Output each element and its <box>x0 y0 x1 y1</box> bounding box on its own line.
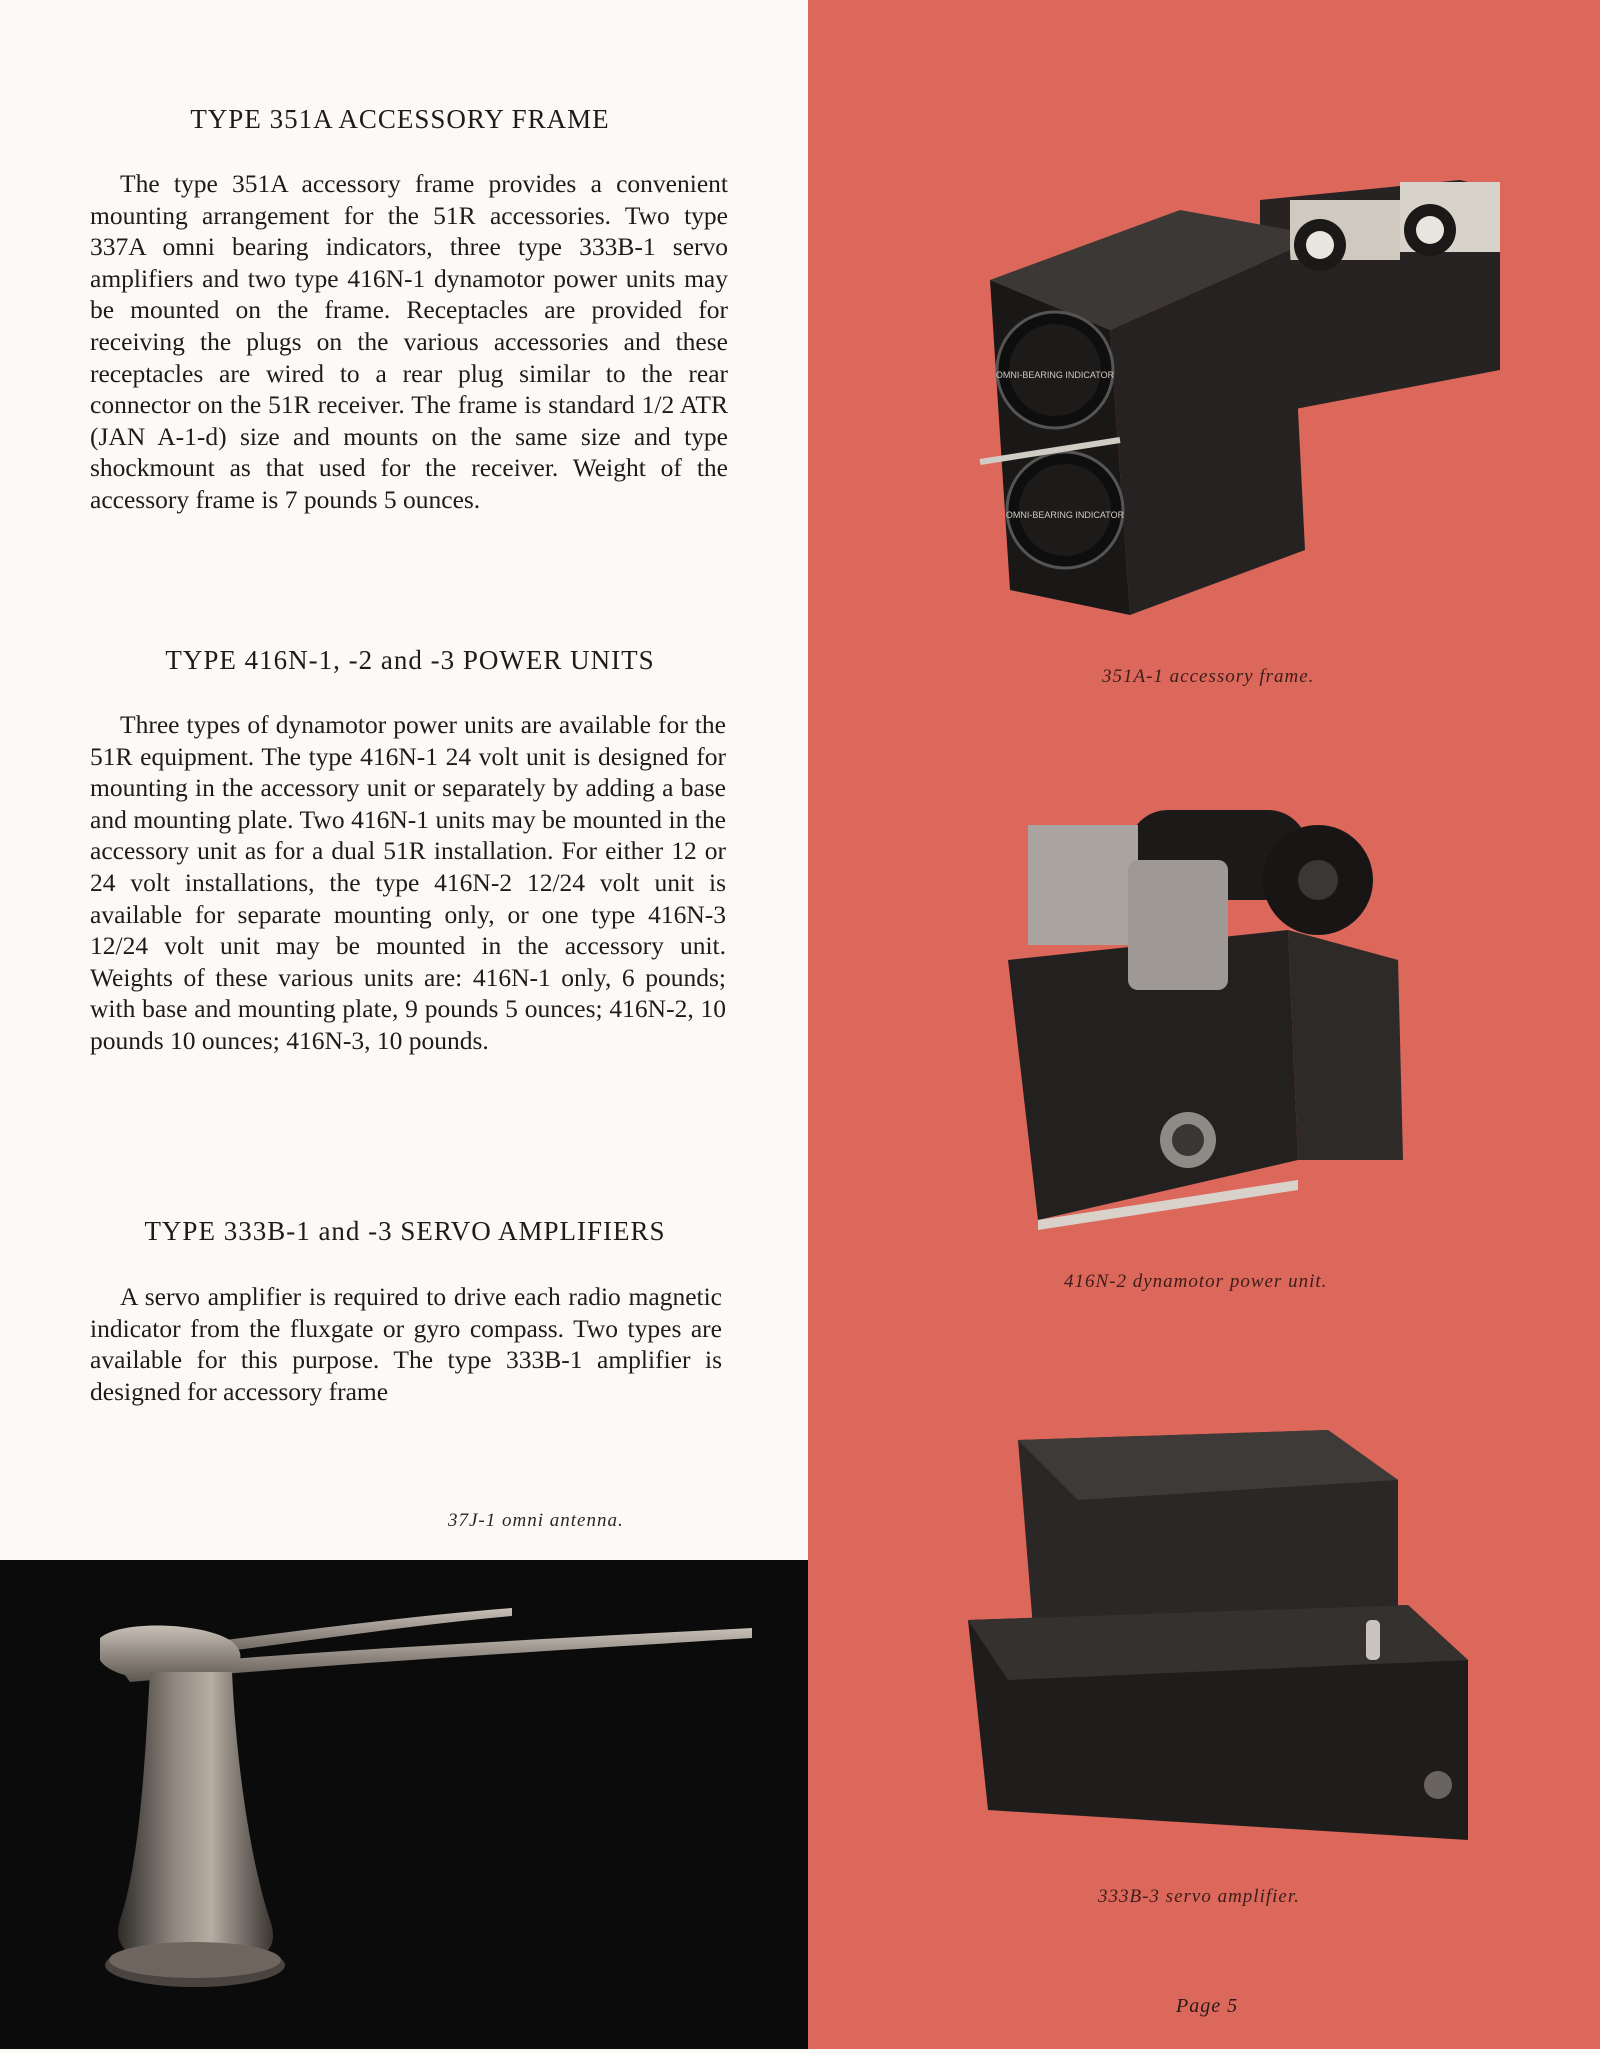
indicator-label-top: OMNI-BEARING INDICATOR <box>995 370 1115 380</box>
servo-amplifier-photo <box>968 1420 1468 1880</box>
section-heading-servo-amplifiers: TYPE 333B-1 and -3 SERVO AMPLIFIERS <box>144 1216 666 1246</box>
section-body-accessory-frame: The type 351A accessory frame provides a convenient mounting arrangement for the 51R accessories. Two type 337A omni bearing indicators, three type 333B-1 servo amplifiers and two type 416N-1 dynamotor power units may be mounted on the frame. Receptacles are provided for receiving the plugs on the various accessories and these receptacles are wired to a rear plug similar to the rear connector on the 51R receiver. The frame is standard 1/2 ATR (JAN A-1-d) size and mounts on the same size and type shockmount as that used for the receiver. Weight of the accessory frame is 7 pounds 5 ounces. <box>90 169 728 514</box>
section-body-servo-amplifiers: A servo amplifier is required to drive each radio magnetic indicator from the fluxgate or gyro compass. Two types are available for this purpose. The type 333B-1 amplifier is designed for accessory frame <box>90 1282 722 1406</box>
caption-servo-amplifier: 333B-3 servo amplifier. <box>1098 1886 1300 1907</box>
section-body-power-units: Three types of dynamotor power units are available for the 51R equipment. The type 416N-1 24 volt unit is designed for mounting in the accessory unit or separately by adding a base and mounting plate. Two 416N-1 units may be mounted in the accessory unit as for a dual 51R installation. For either 12 or 24 volt installations, the type 416N-2 12/24 volt unit is available for separate mounting only, or one type 416N-3 12/24 volt unit may be mounted in the accessory unit. Weights of these various units are: 416N-1 only, 6 pounds; with base and mounting plate, 9 pounds 5 ounces; 416N-2, 10 pounds 10 ounces; 416N-3, 10 pounds. <box>90 710 726 1055</box>
caption-dynamotor: 416N-2 dynamotor power unit. <box>1064 1271 1328 1292</box>
accessory-frame-photo <box>960 170 1520 630</box>
caption-omni-antenna: 37J-1 omni antenna. <box>448 1510 624 1531</box>
photo-panel <box>808 0 1600 2049</box>
omni-antenna-photo <box>0 1560 808 2049</box>
omni-antenna-illustration <box>0 1560 808 2049</box>
page-number: Page 5 <box>1176 1995 1239 2017</box>
section-heading-power-units: TYPE 416N-1, -2 and -3 POWER UNITS <box>165 645 655 675</box>
section-heading-accessory-frame: TYPE 351A ACCESSORY FRAME <box>190 104 610 134</box>
dynamotor-photo <box>998 800 1438 1240</box>
text-column <box>0 0 808 1560</box>
caption-accessory-frame: 351A-1 accessory frame. <box>1102 666 1315 687</box>
indicator-label-bottom: OMNI-BEARING INDICATOR <box>1005 510 1125 520</box>
